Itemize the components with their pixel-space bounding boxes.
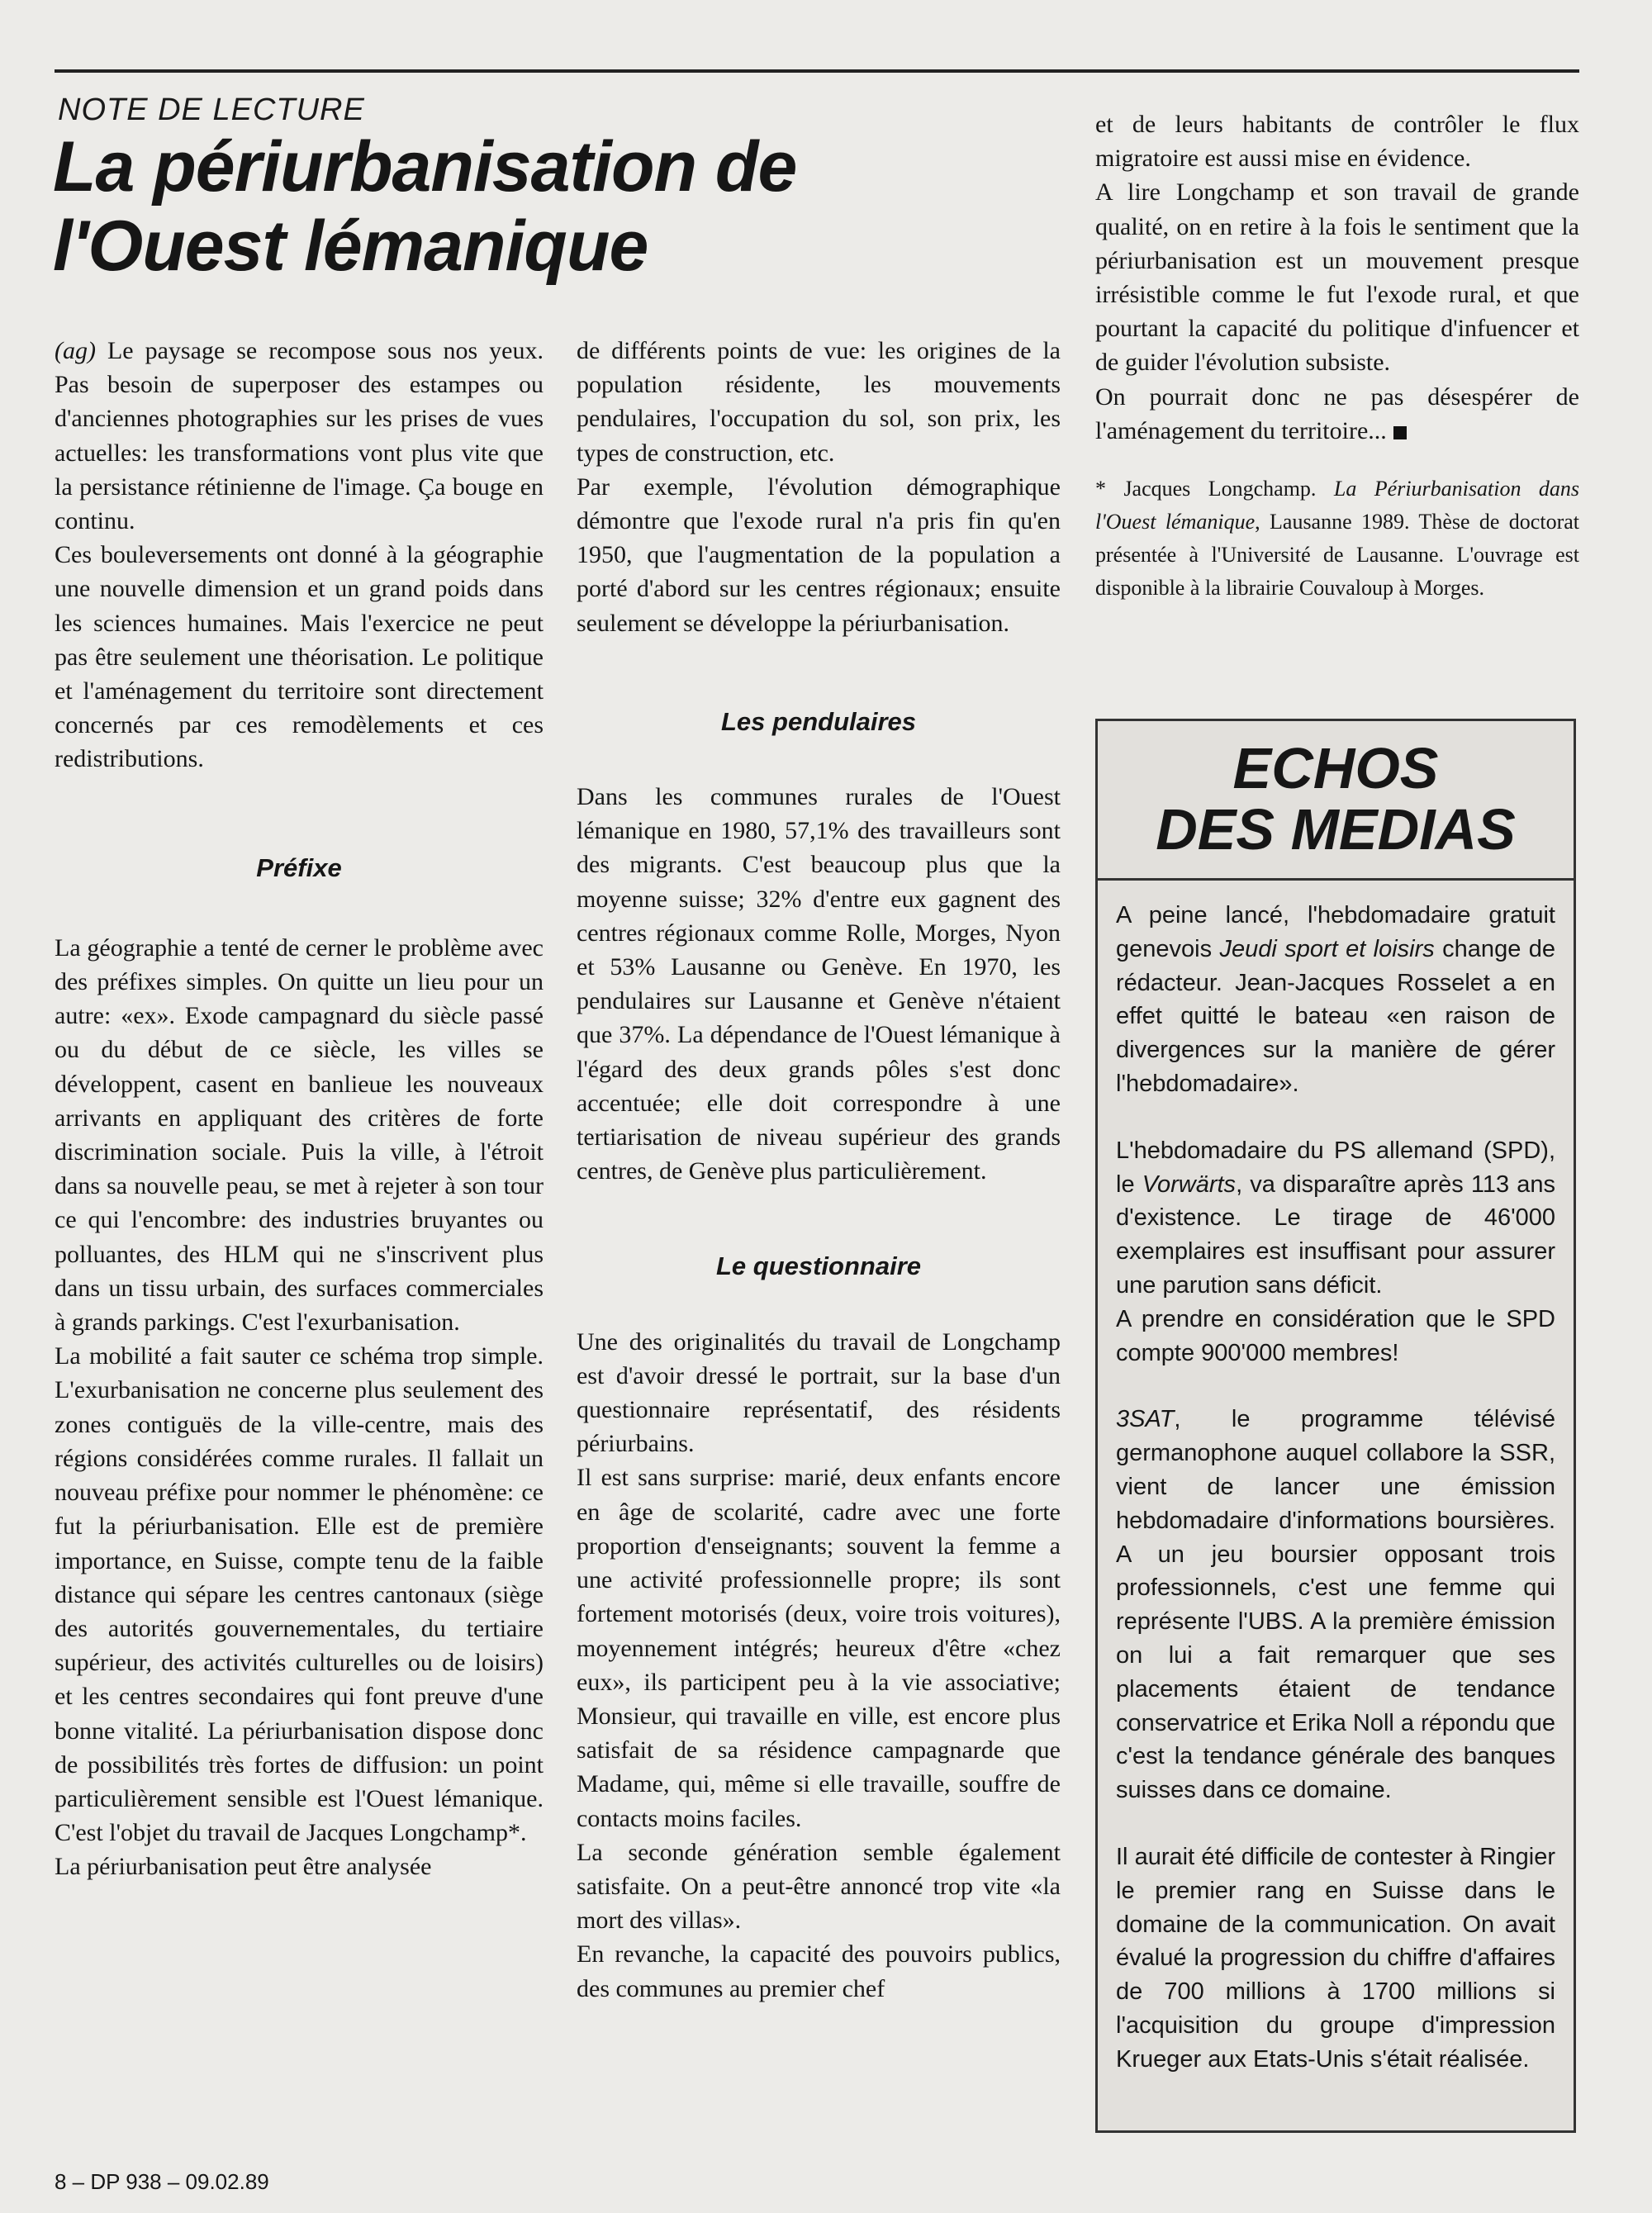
page-folio: 8 – DP 938 – 09.02.89 [55, 2169, 269, 2194]
echos-body [1098, 881, 1574, 2077]
footnote-book-title: La Périurbanisation dans l'Ouest lémanique [1095, 477, 1580, 534]
subheading-prefixe: Préfixe [256, 852, 342, 882]
paragraph: La périurbanisation peut être analysée [55, 1853, 432, 1881]
subheading-pendulaires: Les pendulaires [720, 706, 917, 736]
paragraph: Dans les communes rurales de l'Ouest lémanique en 1980, 57,1% des travailleurs sont des migrants. C'est beaucoup plus que la moyenne suisse; 32% d'entre eux gagnent des centres régionaux comme Rolle, Morges, Nyon et 53% Lausanne ou Genève. En 1970, les pendulaires sur Lausanne et Genève n'étaient que 37%. La dépendance de l'Ouest lémanique à l'égard des deux grands pôles s'est donc accentuée; elle doit correspondre à une tertiarisation de niveau supérieur des grands centres, de Genève plus particulièrement. [577, 783, 1061, 1185]
paragraph: Une des originalités du travail de Longchamp est d'avoir dressé le portrait, sur la base d'un questionnaire représentatif, des résidents périurbains. [577, 1327, 1061, 1458]
echos-title-line-2: DES MEDIAS [1156, 797, 1516, 862]
paragraph: Il est sans surprise: marié, deux enfants encore en âge de scolarité, cadre avec une forte proportion d'enseignants; souvent la femme a une activité professionnelle propre; ils sont fortement motorisés (deux, voire trois voitures), moyennement intégrés; heureux d'être «chez eux», ils participent peu à la vie associative; Monsieur, qui travaille en ville, est encore plus satisfait de sa résidence campagnarde que Madame, qui, même si elle travaille, souffre de contacts moins faciles. [577, 1464, 1061, 1832]
echo-item-continued: A prendre en considération que le SPD compte 900'000 membres! [1116, 1305, 1555, 1366]
subheading-questionnaire: Le questionnaire [715, 1251, 922, 1281]
author-initials: (ag) [55, 337, 96, 364]
echos-title [1098, 738, 1574, 860]
article-title-line-2: l'Ouest lémanique [53, 207, 648, 286]
end-mark-icon [1393, 426, 1407, 439]
paragraph: A lire Longchamp et son travail de grande qualité, on en retire à la fois le sentiment que la périurbanisation est un mouvement presque irrésistible comme le fut l'exode rural, et que pourtant la capacité du politique d'infuencer et de guider l'évolution subsiste. [1095, 178, 1579, 377]
section-kicker: NOTE DE LECTURE [58, 93, 365, 127]
paragraph: La géographie a tenté de cerner le problème avec des préfixes simples. On quitte un lieu pour un autre: «ex». Exode campagnard du siècle passé ou du début de ce siècle, les villes se développent, casent en banlieue les nouveaux arrivants en appliquant des critères de forte discrimination sociale. Puis la ville, à l'étroit dans sa nouvelle peau, se met à rejeter à son tour ce qui l'encombre: des industries bruyantes ou polluantes, des HLM qui ne s'inscrivent plus dans un tissu urbain, des surfaces commerciales à grands parkings. C'est l'exurbanisation. [55, 933, 544, 1337]
echos-des-medias-box [1095, 719, 1576, 2133]
paragraph: (ag) Le paysage se recompose sous nos yeux. Pas besoin de superposer des estampes ou d'anciennes photographies sur les prises de vues actuelles: les transformations vont plus vite que la persistance rétinienne de l'image. Ça bouge en continu. [55, 337, 544, 535]
top-rule [55, 69, 1579, 73]
paragraph: et de leurs habitants de contrôler le flux migratoire est aussi mise en évidence. [1095, 111, 1579, 173]
paragraph: Ces bouleversements ont donné à la géographie une nouvelle dimension et un grand poids dans les sciences humaines. Mais l'exercice ne peut pas être seulement une théorisation. Le politique et l'aménagement du territoire sont directement concernés par ces remodèlements et ces redistributions. [55, 541, 544, 773]
paragraph: La mobilité a fait sauter ce schéma trop simple. L'exurbanisation ne concerne plus seulement des zones contiguës de la ville-centre, mais des régions considérées comme rurales. Il fallait un nouveau préfixe pour nommer le phénomène: ce fut la périurbanisation. Elle est de première importance, en Suisse, compte tenu de la faible distance qui sépare les centres cantonaux (siège des autorités gouvernementales, du tertiaire supérieur, des activités culturelles ou de loisirs) et les centres secondaires qui font preuve d'une bonne vitalité. La périurbanisation dispose donc de possibilités très fortes de diffusion: un point particulièrement sensible est l'Ouest lémanique. C'est l'objet du travail de Jacques Longchamp*. [55, 1342, 544, 1847]
echo-item: A peine lancé, l'hebdomadaire gratuit genevois Jeudi sport et loisirs change de rédacteur. Jean-Jacques Rosselet a en effet quitté le bateau «en raison de divergences sur la manière de gérer l'hebdomadaire». [1116, 902, 1555, 1097]
paragraph: En revanche, la capacité des pouvoirs publics, des communes au premier chef [577, 1940, 1061, 2002]
paragraph: On pourrait donc ne pas désespérer de l'aménagement du territoire... [1095, 382, 1579, 444]
article-column-2 [577, 334, 1061, 2006]
echo-item: L'hebdomadaire du PS allemand (SPD), le Vorwärts, va disparaître après 113 ans d'existence. Le tirage de 46'000 exemplaires est insuffisant pour assurer une parution sans déficit. [1116, 1137, 1555, 1299]
paragraph: de différents points de vue: les origines de la population résidente, les mouvements pendulaires, l'occupation du sol, son prix, les types de construction, etc. [577, 337, 1061, 467]
footnote: * Jacques Longchamp. La Périurbanisation dans l'Ouest lémanique, Lausanne 1989. Thèse de doctorat présentée à l'Université de Lausanne. L'ouvrage est disponible à la librairie Couvaloup à Morges. [1095, 477, 1580, 601]
article-title-line-1: La périurbanisation de [53, 127, 797, 207]
paragraph: Par exemple, l'évolution démographique démontre que l'exode rural n'a pris fin qu'en 1950, que l'augmentation de la population a porté d'abord sur les centres régionaux; ensuite seulement se développe la périurbanisation. [577, 473, 1061, 637]
echo-item: Il aurait été difficile de contester à Ringier le premier rang en Suisse dans le domaine de la communication. On avait évalué la progression du chiffre d'affaires de 700 millions à 1700 millions si l'acquisition du groupe d'impression Krueger aux Etats-Unis s'était réalisée. [1116, 1843, 1555, 2073]
echos-title-line-1: ECHOS [1232, 736, 1439, 800]
article-title [53, 127, 1044, 286]
article-column-3 [1095, 107, 1579, 605]
paragraph: La seconde génération semble également satisfaite. On a peut-être annoncé trop vite «la mort des villas». [577, 1838, 1061, 1935]
echo-item: 3SAT, le programme télévisé germanophone auquel collabore la SSR, vient de lancer une émission hebdomadaire d'informations boursières. A un jeu boursier opposant trois professionnels, c'est une femme qui représente l'UBS. A la première émission on lui a fait remarquer que ses placements étaient de tendance conservatrice et Erika Noll a répondu que c'est la tendance générale des banques suisses dans ce domaine. [1116, 1406, 1555, 1804]
article-column-1 [55, 334, 544, 1884]
